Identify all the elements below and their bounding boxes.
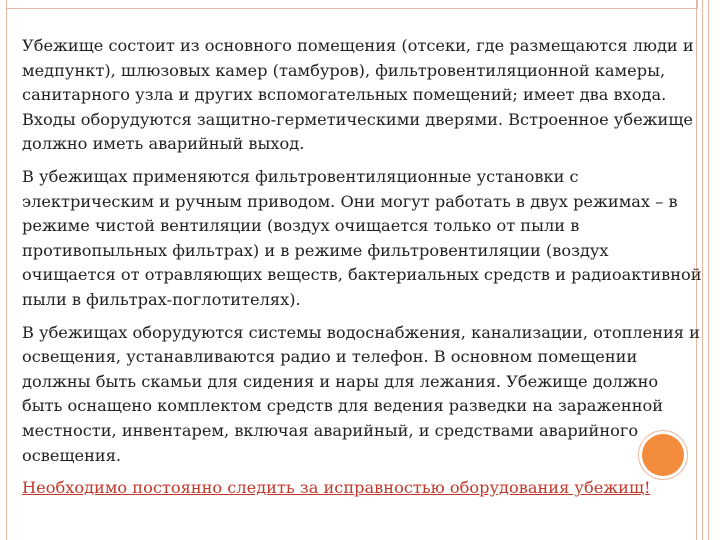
slide-body (22, 34, 702, 501)
slide-frame-left (6, 8, 7, 540)
decorative-circle (642, 434, 684, 476)
paragraph-utilities: В убежищах оборудуются системы водоснабжения, канализации, отопления и освещения, устанавливаются радио и телефон. В основном помещении должны быть скамьи для сидения и нары для лежания. Убежище должно быть оснащено комплектом средств для ведения разведки на зараженной местности, инвентарем, включая аварийный, и средствами аварийного освещения. (22, 322, 700, 465)
slide-frame-top (6, 0, 698, 9)
paragraph-shelter-structure: Убежище состоит из основного помещения (отсеки, где размещаются люди и медпункт), шлюзовых камер (тамбуров), фильтровентиляционной камеры, санитарного узла и других вспомогательных помещений; имеет два входа. Входы оборудуются защитно-герметическими дверями. Встроенное убежище должно иметь аварийный выход. (22, 36, 694, 154)
paragraph-ventilation: В убежищах применяются фильтровентиляционные установки с электрическим и ручным приводом. Они могут работать в двух режимах – в режиме чистой вентиляции (воздух очищается только от пыли в противопыльных фильтрах) и в режиме фильтровентиляции (воздух очищается от отравляющих веществ, бактериальных средств и радиоактивной пыли в фильтрах-поглотителях). (22, 166, 702, 309)
warning-note: Необходимо постоянно следить за исправностью оборудования убежищ! (22, 478, 651, 498)
slide-frame-right-line (702, 0, 703, 540)
slide-frame-right-line (708, 0, 709, 540)
